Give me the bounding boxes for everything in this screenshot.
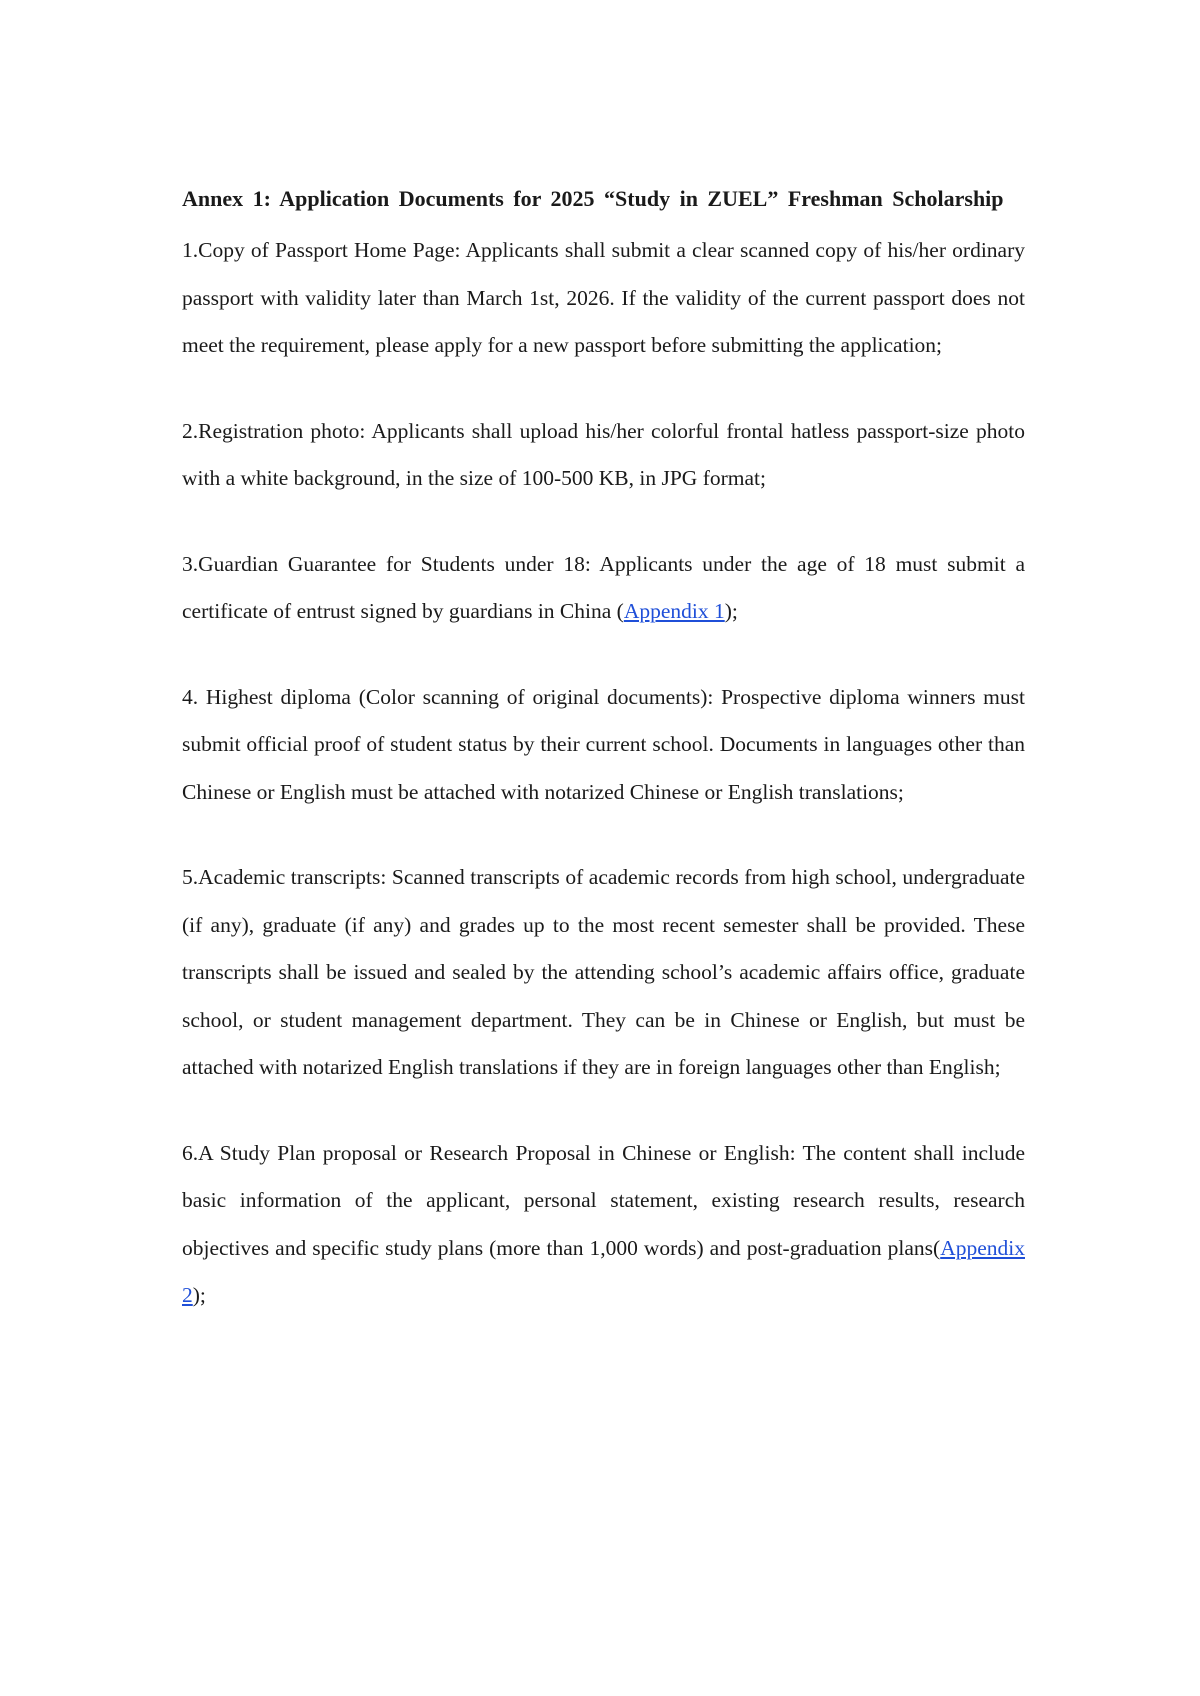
appendix-1-link[interactable]: Appendix 1 <box>623 599 725 623</box>
item-passport: 1.Copy of Passport Home Page: Applicants shall submit a clear scanned copy of his/her ordinary passport with validity later than March 1st, 2026. If the validity of the current passport does not meet the requirement, please apply for a new passport before submitting the application; <box>182 238 1025 357</box>
document-title: Annex 1: Application Documents for 2025 “Study in ZUEL” Freshman Scholarship <box>182 186 1004 211</box>
document-page <box>182 175 1025 1320</box>
item-registration-photo: 2.Registration photo: Applicants shall upload his/her colorful frontal hatless passport-size photo with a white background, in the size of 100-500 KB, in JPG format; <box>182 418 1025 490</box>
item-highest-diploma: 4. Highest diploma (Color scanning of original documents): Prospective diploma winners must submit official proof of student status by their current school. Documents in languages other than Chinese or English must be attached with notarized Chinese or English translations; <box>182 684 1025 804</box>
appendix-2-link[interactable]: Appendix 2 <box>182 1235 1025 1307</box>
item-study-plan-tail: ); <box>192 1283 206 1307</box>
item-academic-transcripts: 5.Academic transcripts: Scanned transcripts of academic records from high school, undergraduate (if any), graduate (if any) and grades up to the most recent semester shall be provided. These transcripts shall be issued and sealed by the attending school’s academic affairs office, graduate school, or student management department. They can be in Chinese or English, but must be attached with notarized English translations if they are in foreign languages other than English; <box>182 865 1025 1079</box>
item-guardian-guarantee <box>182 541 1025 636</box>
item-study-plan-text: 6.A Study Plan proposal or Research Proposal in Chinese or English: The content shall include basic information of the applicant, personal statement, existing research results, research objectives and specific study plans (more than 1,000 words) and post-graduation plans( <box>182 1140 1025 1260</box>
item-guardian-tail: ); <box>724 599 738 623</box>
item-guardian-text: 3.Guardian Guarantee for Students under 18: Applicants under the age of 18 must submit a certificate of entrust signed by guardians in China ( <box>182 551 1025 623</box>
item-study-plan <box>182 1130 1025 1320</box>
